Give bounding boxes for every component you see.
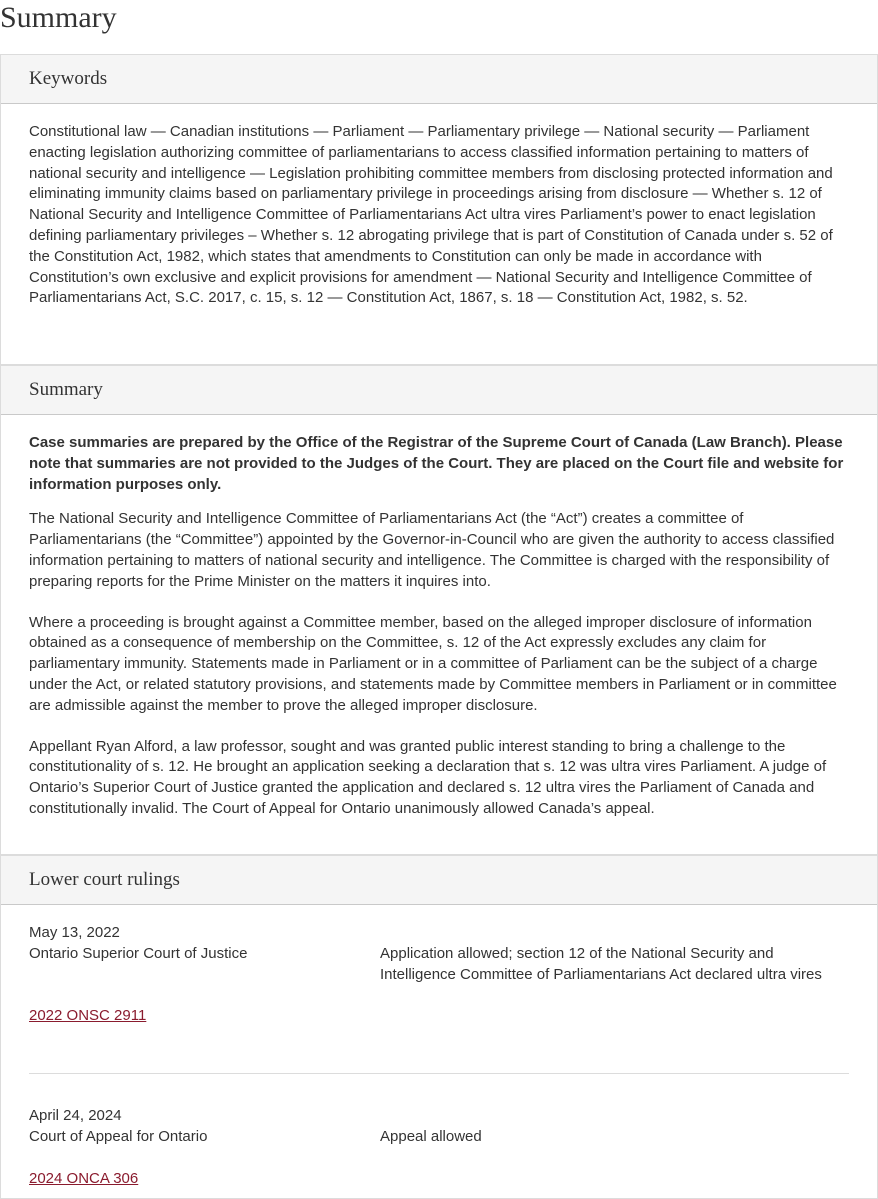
lower-court-body (1, 905, 877, 1190)
ruling-citation-link[interactable]: 2022 ONSC 2911 (29, 1007, 147, 1025)
summary-body (1, 415, 877, 820)
ruling-result: Application allowed; section 12 of the National Security and Intelligence Committee of Parliamentarians Act declared ultra vires (380, 944, 822, 983)
keywords-text: Constitutional law — Canadian institutions — Parliament — Parliamentary privilege — National security — Parliament enacting legislation authorizing committee of parliamentarians to access classified information pertaining to matters of national security and intelligence — Legislation prohibiting committee members from disclosing protected information and eliminating immunity claims based on parliamentary privilege in proceedings arising from disclosure — Whether s. 12 of National Security and Intelligence Committee of Parliamentarians Act ultra vires Parliament’s power to enact legislation defining parliamentary privileges – Whether s. 12 abrogating privilege that is part of Constitution of Canada under s. 52 of the Constitution Act, 1982, which states that amendments to Constitution can only be made in accordance with Constitution’s own exclusive and explicit provisions for amendment — National Security and Intelligence Committee of Parliamentarians Act, S.C. 2017, c. 15, s. 12 — Constitution Act, 1867, s. 18 — Constitution Act, 1982, s. 52. (29, 123, 833, 307)
summary-note: Case summaries are prepared by the Office of the Registrar of the Supreme Court of Canada (Law Branch). Please note that summaries are not provided to the Judges of the Court. They are placed on the Court file and website for information purposes only. (29, 434, 844, 493)
ruling-citation-link[interactable]: 2024 ONCA 306 (29, 1169, 139, 1187)
summary-paragraph: The National Security and Intelligence Committee of Parliamentarians Act (the “Act”) creates a committee of Parliamentarians (the “Committee”) appointed by the Governor-in-Council who are given the authority to access classified information pertaining to matters of national security and intelligence. The Committee is charged with the responsibility of preparing reports for the Prime Minister on the matters it inquires into. (29, 510, 835, 590)
summary-heading: Summary (29, 379, 103, 400)
summary-paragraph: Appellant Ryan Alford, a law professor, sought and was granted public interest standing to bring a challenge to the constitutionality of s. 12. He brought an application seeking a declaration that s. 12 was ultra vires Parliament. A judge of Ontario’s Superior Court of Justice granted the application and declared s. 12 ultra vires the Parliament of Canada and constitutionally invalid. The Court of Appeal for Ontario unanimously allowed Canada’s appeal. (29, 737, 827, 817)
keywords-body (1, 104, 877, 309)
keywords-header (1, 54, 877, 104)
summary-section (0, 365, 878, 855)
lower-court-section (0, 855, 878, 1199)
ruling-divider (29, 1073, 849, 1074)
lower-court-heading: Lower court rulings (29, 869, 180, 890)
ruling-date: May 13, 2022 (29, 924, 120, 941)
page-title: Summary (0, 1, 117, 34)
ruling-item (29, 1106, 849, 1189)
lower-court-header (1, 855, 877, 905)
ruling-date: April 24, 2024 (29, 1107, 122, 1125)
ruling-court: Ontario Superior Court of Justice (29, 944, 248, 962)
keywords-section (0, 54, 878, 365)
ruling-row (29, 1127, 849, 1148)
summary-paragraph: Where a proceeding is brought against a Committee member, based on the alleged improper disclosure of information obtained as a consequence of membership on the Committee, s. 12 of the Act expressly excludes any claim for parliamentary immunity. Statements made in Parliament or in a committee of Parliament can be the subject of a charge under the Act, or related statutory provisions, and statements made by Committee members in Parliament or in committee are admissible against the member to prove the alleged improper disclosure. (29, 613, 837, 714)
ruling-result: Appeal allowed (380, 1127, 482, 1145)
ruling-item (29, 923, 849, 1027)
ruling-court: Court of Appeal for Ontario (29, 1127, 208, 1145)
keywords-heading: Keywords (29, 68, 108, 89)
summary-header (1, 365, 877, 415)
ruling-row (29, 944, 849, 986)
